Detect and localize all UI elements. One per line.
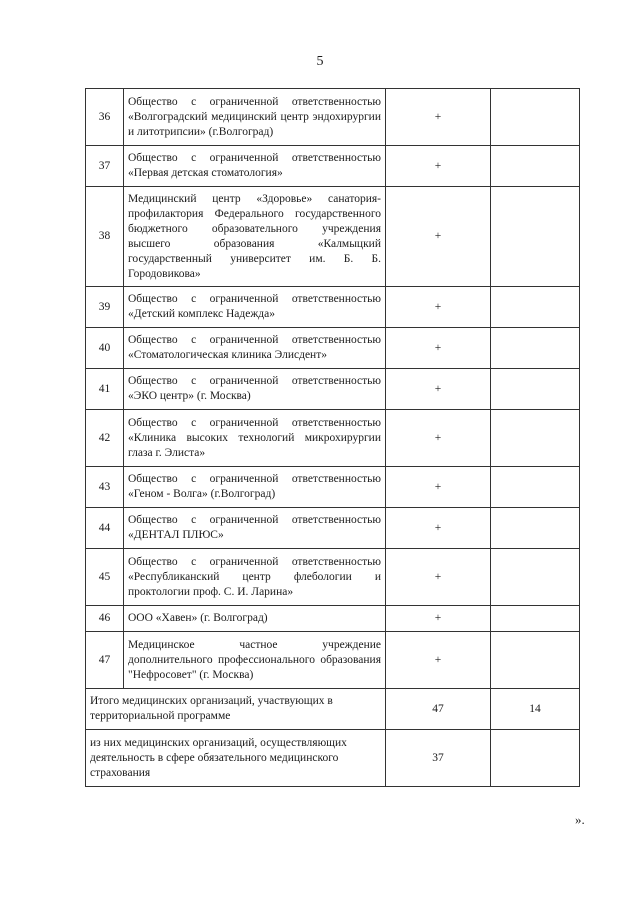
table-row [86,146,580,187]
organizations-table [85,88,580,787]
table-row [86,89,580,146]
organization-name: Общество с ограниченной ответственностью «Волгоградский медицинский центр эндохирургии и литотрипсии» (г.Волгоград) [124,89,386,146]
other-participation-mark [491,632,580,689]
other-participation-mark [491,369,580,410]
table-row [86,606,580,632]
oms-participation-mark: + [386,187,491,287]
row-number: 44 [86,508,124,549]
organization-name: Общество с ограниченной ответственностью «Геном - Волга» (г.Волгоград) [124,467,386,508]
organization-name: Общество с ограниченной ответственностью «ДЕНТАЛ ПЛЮС» [124,508,386,549]
row-number: 38 [86,187,124,287]
row-number: 37 [86,146,124,187]
organization-name: Медицинское частное учреждение дополнительного профессионального образования "Нефросовет" (г. Москва) [124,632,386,689]
row-number: 43 [86,467,124,508]
summary-other-count: 14 [491,689,580,730]
oms-participation-mark: + [386,89,491,146]
other-participation-mark [491,146,580,187]
organizations-table-body [86,89,580,787]
other-participation-mark [491,328,580,369]
other-participation-mark [491,89,580,146]
oms-participation-mark: + [386,146,491,187]
table-row [86,410,580,467]
other-participation-mark [491,467,580,508]
oms-participation-mark: + [386,606,491,632]
table-row [86,287,580,328]
oms-participation-mark: + [386,410,491,467]
other-participation-mark [491,410,580,467]
summary-row-total [86,689,580,730]
other-participation-mark [491,508,580,549]
row-number: 39 [86,287,124,328]
organization-name: Медицинский центр «Здоровье» санатория-профилактория Федерального государственного бюджетного образовательного учреждения высшего образования «Калмыцкий государственный университет им. Б. Б. Городовикова» [124,187,386,287]
row-number: 45 [86,549,124,606]
organization-name: Общество с ограниченной ответственностью «Первая детская стоматология» [124,146,386,187]
row-number: 41 [86,369,124,410]
row-number: 47 [86,632,124,689]
oms-participation-mark: + [386,632,491,689]
oms-participation-mark: + [386,369,491,410]
table-row [86,549,580,606]
organization-name: Общество с ограниченной ответственностью «Республиканский центр флебологии и проктологии проф. С. И. Ларина» [124,549,386,606]
table-row [86,508,580,549]
organization-name: Общество с ограниченной ответственностью «Клиника высоких технологий микрохирургии глаза г. Элиста» [124,410,386,467]
table-row [86,369,580,410]
organization-name: ООО «Хавен» (г. Волгоград) [124,606,386,632]
other-participation-mark [491,606,580,632]
closing-quote: ». [575,812,585,827]
summary-oms-count: 47 [386,689,491,730]
organization-name: Общество с ограниченной ответственностью «Детский комплекс Надежда» [124,287,386,328]
table-row [86,467,580,508]
summary-label: из них медицинских организаций, осуществляющих деятельность в сфере обязательного медицинского страхования [86,730,386,787]
oms-participation-mark: + [386,549,491,606]
oms-participation-mark: + [386,287,491,328]
row-number: 36 [86,89,124,146]
summary-oms-count: 37 [386,730,491,787]
summary-label: Итого медицинских организаций, участвующих в территориальной программе [86,689,386,730]
oms-participation-mark: + [386,328,491,369]
oms-participation-mark: + [386,467,491,508]
organization-name: Общество с ограниченной ответственностью «ЭКО центр» (г. Москва) [124,369,386,410]
other-participation-mark [491,549,580,606]
organization-name: Общество с ограниченной ответственностью «Стоматологическая клиника Элисдент» [124,328,386,369]
other-participation-mark [491,187,580,287]
table-row [86,632,580,689]
oms-participation-mark: + [386,508,491,549]
page-number: 5 [316,54,324,69]
summary-row-oms [86,730,580,787]
row-number: 42 [86,410,124,467]
table-row [86,328,580,369]
table-row [86,187,580,287]
other-participation-mark [491,287,580,328]
row-number: 40 [86,328,124,369]
row-number: 46 [86,606,124,632]
summary-other-count [491,730,580,787]
